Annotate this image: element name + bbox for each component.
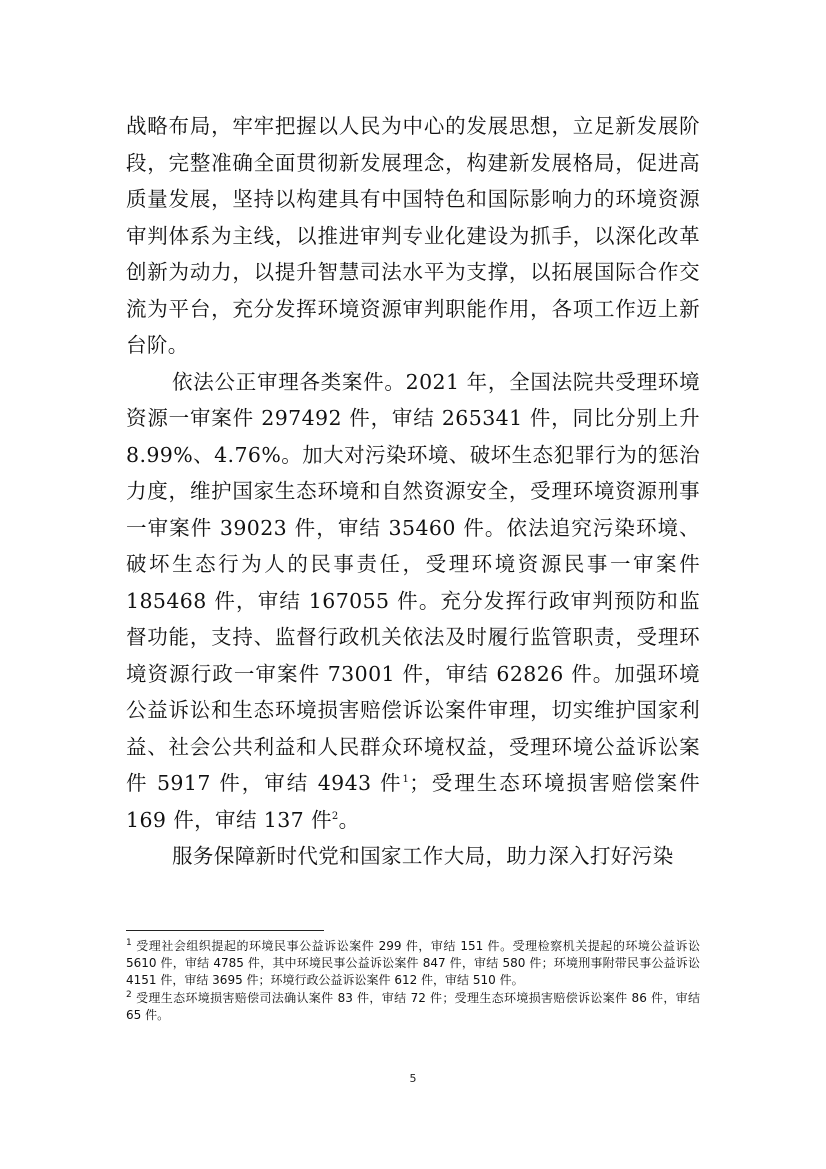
footnote-text: 受理社会组织提起的环境民事公益诉讼案件 299 件，审结 151 件。受理检察机关提起的环境公益诉讼 5610 件，审结 4785 件，其中环境民事公益诉讼案件 847 件，审结 580 件；环境刑事附带民事公益诉讼 4151 件，审结 3695 件；环境行政公益诉讼案件 612 件，审结 510 件。 — [126, 939, 700, 988]
footnote — [126, 938, 700, 990]
paragraph-text: 。 — [338, 807, 360, 832]
body-text — [126, 108, 700, 875]
footnote-separator — [126, 930, 324, 931]
page-number: 5 — [409, 1072, 417, 1085]
paragraph: 战略布局，牢牢把握以人民为中心的发展思想，立足新发展阶段，完整准确全面贯彻新发展理念，构建新发展格局，促进高质量发展，坚持以构建具有中国特色和国际影响力的环境资源审判体系为主线，以推进审判专业化建设为抓手，以深化改革创新为动力，以提升智慧司法水平为支撑，以拓展国际合作交流为平台，充分发挥环境资源审判职能作用，各项工作迈上新台阶。 — [126, 114, 700, 357]
footnote-reference[interactable]: 2 — [331, 810, 339, 822]
footnote — [126, 990, 700, 1024]
footnote-mark: 2 — [126, 989, 132, 1000]
footnote-text: 受理生态环境损害赔偿司法确认案件 83 件，审结 72 件；受理生态环境损害赔偿诉讼案件 86 件，审结 65 件。 — [126, 990, 700, 1022]
paragraph — [126, 364, 700, 839]
paragraph-text: 依法公正审理各类案件。2021 年，全国法院共受理环境资源一审案件 297492 件，审结 265341 件，同比分别上升 8.99%、4.76%。加大对污染环境、破坏生态犯罪行为的惩治力度，维护国家生态环境和自然资源安全，受理环境资源刑事一审案件 39023 件，审结 35460 件。依法追究污染环境、破坏生态行为人的民事责任，受理环境资源民事一审案件 185468 件，审结 167055 件。充分发挥行政审判预防和监督功能，支持、监督行政机关依法及时履行监管职责，受理环境资源行政一审案件 73001 件，审结 62826 件。加强环境公益诉讼和生态环境损害赔偿诉讼案件审理，切实维护国家利益、社会公共利益和人民群众环境权益，受理环境公益诉讼案件 5917 件，审结 4943 件 — [126, 369, 700, 795]
footnote-reference[interactable]: 1 — [402, 774, 410, 786]
footnote-mark: 1 — [126, 938, 132, 948]
footnotes — [126, 938, 700, 1024]
paragraph: 服务保障新时代党和国家工作大局，助力深入打好污染 — [172, 844, 674, 868]
paragraph-text: ；受理生态环境损害赔偿案件 169 件，审结 137 件 — [126, 771, 700, 832]
